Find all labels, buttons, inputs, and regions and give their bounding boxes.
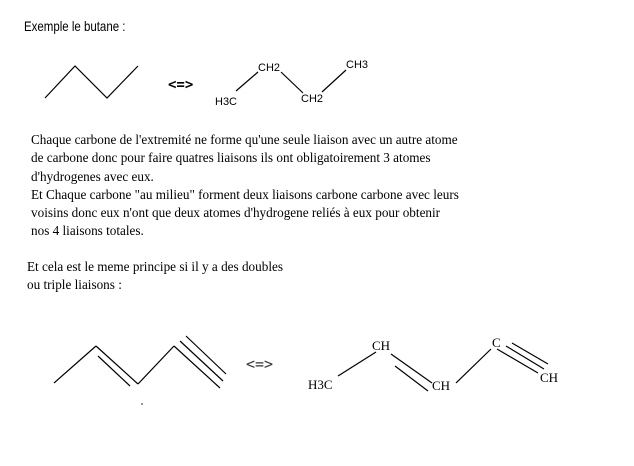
triple-bond-line-b (180, 341, 223, 381)
single-bond-2 (138, 346, 174, 384)
butane-equivalence-arrow: <=> (168, 77, 194, 93)
atom-label-ch-terminal: CH (540, 370, 559, 385)
enyne-skeletal-formula (54, 336, 226, 405)
multiple-bonds-paragraph (27, 258, 283, 295)
butane-skeleton-bonds (45, 66, 138, 98)
explanation-line: de carbone donc pour faire quatres liaisons ils ont obligatoirement 3 atomes (31, 150, 431, 166)
atom-label-ch-lower: CH (432, 378, 451, 393)
triple-bond-line-c (186, 336, 226, 374)
atom-label-ch2-lower: CH2 (301, 93, 324, 105)
explanation-line: Et Chaque carbone "au milieu" forment deux liaisons carbone carbone avec leurs (31, 186, 459, 202)
bond-c3-c4 (456, 349, 491, 383)
multiple-bonds-line: ou triple liaisons : (27, 277, 122, 293)
butane-skeletal-formula (45, 66, 138, 98)
explanation-line: d'hydrogenes avec eux. (31, 168, 154, 184)
bond-c1-c2 (236, 72, 258, 91)
atom-label-h3c: H3C (215, 96, 238, 108)
double-bond-c2-c3-b (395, 366, 428, 391)
stray-dot (141, 403, 142, 404)
butane-condensed-formula (215, 59, 368, 108)
triple-bond-line-a (174, 346, 220, 388)
bond-c1-c2 (338, 352, 376, 376)
atom-label-ch3: CH3 (346, 59, 369, 71)
multiple-bonds-line: Et cela est le meme principe si il y a des doubles (27, 259, 283, 274)
explanation-paragraph (31, 131, 459, 241)
explanation-line: nos 4 liaisons totales. (31, 223, 144, 239)
double-bond-line-b (98, 356, 130, 386)
single-bond-1 (54, 346, 96, 383)
atom-label-ch2-upper: CH2 (258, 62, 281, 74)
atom-label-c: C (492, 335, 501, 350)
enyne-condensed-formula (308, 335, 558, 393)
explanation-line: voisins donc eux n'ont que deux atomes d'hydrogene reliés à eux pour obtenir (31, 205, 441, 221)
double-bond-line-a (96, 346, 138, 384)
bond-c2-c3 (281, 72, 303, 93)
bond-c3-c4 (322, 70, 346, 92)
explanation-line: Chaque carbone de l'extremité ne forme qu'une seule liaison avec un autre atome (31, 132, 458, 147)
enyne-equivalence-arrow: <=> (246, 355, 274, 373)
example-title: Exemple le butane : (24, 18, 126, 34)
atom-label-h3c: H3C (308, 377, 333, 392)
atom-label-ch-upper: CH (372, 338, 391, 353)
